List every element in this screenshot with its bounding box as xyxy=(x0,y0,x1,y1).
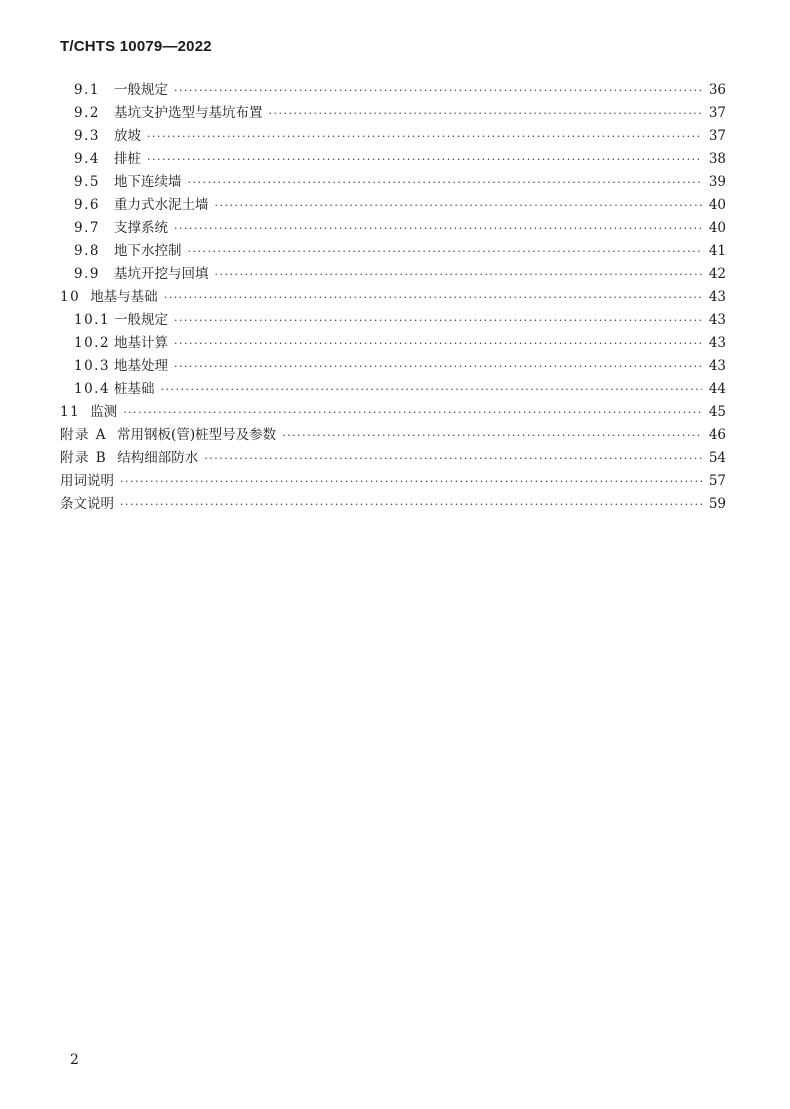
toc-entry[interactable] xyxy=(60,101,726,124)
dot-leader xyxy=(282,429,702,442)
toc-entry-page: 37 xyxy=(708,128,726,144)
toc-entry-page: 43 xyxy=(708,289,726,305)
dot-leader xyxy=(120,498,702,511)
dot-leader xyxy=(164,291,702,304)
toc-entry[interactable] xyxy=(60,78,726,101)
toc-entry-page: 54 xyxy=(708,450,726,466)
dot-leader xyxy=(161,383,703,396)
toc-entry[interactable] xyxy=(60,446,726,469)
toc-entry-number: 10 xyxy=(60,289,81,305)
toc-entry-page: 39 xyxy=(708,174,726,190)
dot-leader xyxy=(147,130,702,143)
document-code: T/CHTS 10079—2022 xyxy=(60,38,212,55)
toc-entry[interactable] xyxy=(60,377,726,400)
toc-entry-title: 桩基础 xyxy=(114,381,155,397)
dot-leader xyxy=(174,222,702,235)
toc-entry-number: 9.9 xyxy=(74,266,100,282)
toc-entry[interactable] xyxy=(60,285,726,308)
toc-entry[interactable] xyxy=(60,170,726,193)
toc-entry-title: 结构细部防水 xyxy=(117,450,199,466)
toc-entry-page: 46 xyxy=(708,427,726,443)
toc-entry-number: 10.2 xyxy=(74,335,111,351)
toc-entry-number: 10.1 xyxy=(74,312,111,328)
dot-leader xyxy=(188,176,703,189)
toc-entry[interactable] xyxy=(60,469,726,492)
toc-entry-page: 38 xyxy=(708,151,726,167)
dot-leader xyxy=(215,268,703,281)
toc-entry-page: 40 xyxy=(708,220,726,236)
toc-entry-number: 9.4 xyxy=(74,151,100,167)
toc-entry-title: 一般规定 xyxy=(114,82,168,98)
toc-entry[interactable] xyxy=(60,492,726,515)
toc-entry-number: 9.8 xyxy=(74,243,100,259)
toc-entry[interactable] xyxy=(60,124,726,147)
toc-entry-page: 59 xyxy=(708,496,726,512)
toc-entry-page: 43 xyxy=(708,312,726,328)
toc-entry[interactable] xyxy=(60,423,726,446)
toc-entry-title: 排桩 xyxy=(114,151,141,167)
toc-entry-title: 地基处理 xyxy=(114,358,168,374)
toc-entry-title: 地下水控制 xyxy=(114,243,182,259)
toc-entry[interactable] xyxy=(60,239,726,262)
toc-entry-title: 支撑系统 xyxy=(114,220,168,236)
toc-entry-page: 42 xyxy=(708,266,726,282)
toc-entry-title: 地下连续墙 xyxy=(114,174,182,190)
toc-entry-page: 43 xyxy=(708,358,726,374)
toc-entry-title: 用词说明 xyxy=(60,473,114,489)
dot-leader xyxy=(147,153,702,166)
toc-entry[interactable] xyxy=(60,331,726,354)
toc-entry-number: 9.6 xyxy=(74,197,100,213)
toc-entry-title: 基坑支护选型与基坑布置 xyxy=(114,105,263,121)
toc-entry-title: 常用钢板(管)桩型号及参数 xyxy=(117,427,277,443)
toc-entry-number: 9.7 xyxy=(74,220,100,236)
toc-entry-page: 40 xyxy=(708,197,726,213)
toc-entry-number: 9.5 xyxy=(74,174,100,190)
toc-entry-number: 10.3 xyxy=(74,358,111,374)
dot-leader xyxy=(188,245,703,258)
toc-entry-title: 基坑开挖与回填 xyxy=(114,266,209,282)
toc-entry-title: 监测 xyxy=(90,404,118,420)
toc-entry-title: 地基计算 xyxy=(114,335,168,351)
dot-leader xyxy=(174,84,702,97)
dot-leader xyxy=(174,360,702,373)
toc-entry-page: 45 xyxy=(708,404,726,420)
dot-leader xyxy=(204,452,702,465)
page-number: 2 xyxy=(70,1052,79,1068)
toc-entry-number: 附录 A xyxy=(60,427,108,443)
toc-entry-page: 36 xyxy=(708,82,726,98)
toc-entry-page: 37 xyxy=(708,105,726,121)
toc-entry-page: 57 xyxy=(708,473,726,489)
dot-leader xyxy=(269,107,703,120)
toc-entry-title: 条文说明 xyxy=(60,496,114,512)
toc-entry[interactable] xyxy=(60,193,726,216)
dot-leader xyxy=(120,475,702,488)
toc-entry-title: 放坡 xyxy=(114,128,141,144)
toc-entry[interactable] xyxy=(60,308,726,331)
dot-leader xyxy=(174,314,702,327)
toc-entry[interactable] xyxy=(60,262,726,285)
toc-entry-page: 43 xyxy=(708,335,726,351)
dot-leader xyxy=(174,337,702,350)
toc-entry-title: 一般规定 xyxy=(114,312,168,328)
toc-entry-number: 11 xyxy=(60,404,81,420)
toc-entry-page: 44 xyxy=(708,381,726,397)
toc-entry-number: 9.1 xyxy=(74,82,100,98)
table-of-contents xyxy=(60,78,726,515)
toc-entry[interactable] xyxy=(60,400,726,423)
dot-leader xyxy=(215,199,703,212)
toc-entry-number: 9.2 xyxy=(74,105,100,121)
toc-entry-title: 重力式水泥土墙 xyxy=(114,197,209,213)
toc-entry-title: 地基与基础 xyxy=(90,289,158,305)
dot-leader xyxy=(123,406,702,419)
toc-entry-number: 10.4 xyxy=(74,381,111,397)
toc-entry-number: 附录 B xyxy=(60,450,108,466)
toc-entry[interactable] xyxy=(60,147,726,170)
toc-entry-page: 41 xyxy=(708,243,726,259)
toc-entry-number: 9.3 xyxy=(74,128,100,144)
toc-entry[interactable] xyxy=(60,354,726,377)
toc-entry[interactable] xyxy=(60,216,726,239)
